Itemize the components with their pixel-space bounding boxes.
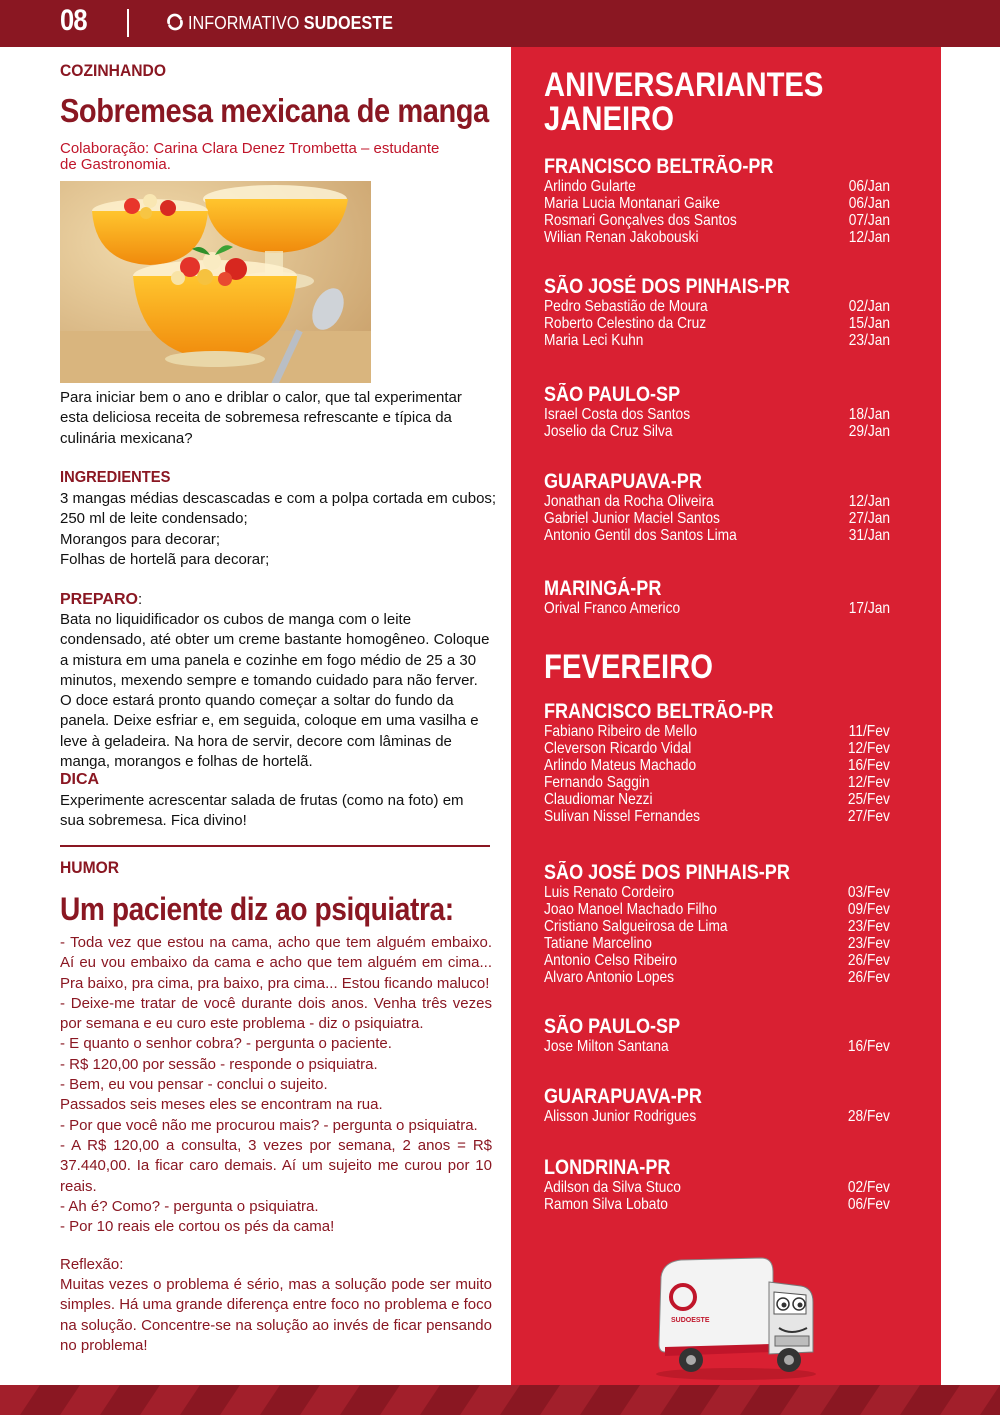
birthday-row — [544, 510, 890, 527]
truck-logo-text: SUDOESTE — [671, 1317, 710, 1324]
month-january: JANEIRO — [544, 100, 674, 138]
birth-date: 26/Fev — [847, 969, 890, 986]
month-february: FEVEREIRO — [544, 648, 713, 686]
birthdays-title: ANIVERSARIANTES — [544, 66, 824, 104]
humor-kicker: HUMOR — [60, 858, 120, 877]
recipe-kicker: COZINHANDO — [60, 61, 167, 80]
birth-date: 11/Fev — [848, 723, 890, 740]
city-heading: GUARAPUAVA-PR — [544, 470, 702, 493]
person-name: Fabiano Ribeiro de Mello — [544, 723, 697, 740]
person-name: Pedro Sebastião de Moura — [544, 298, 708, 315]
birthday-row — [544, 740, 890, 757]
birthday-row — [544, 1179, 890, 1196]
birthday-row — [544, 757, 890, 774]
birth-date: 07/Jan — [848, 212, 890, 229]
section-divider — [60, 845, 490, 847]
joke-line: - R$ 120,00 por sessão - responde o psiquiatra. — [60, 1055, 378, 1073]
birthday-row — [544, 952, 890, 969]
recipe-title: Sobremesa mexicana de manga — [60, 92, 489, 129]
city-heading: FRANCISCO BELTRÃO-PR — [544, 700, 774, 723]
city-heading: SÃO PAULO-SP — [544, 383, 681, 406]
person-name: Rosmari Gonçalves dos Santos — [544, 212, 737, 229]
birth-date: 03/Fev — [847, 884, 890, 901]
person-name: Arlindo Gularte — [544, 178, 636, 195]
person-name: Fernando Saggin — [544, 774, 650, 791]
birthday-row — [544, 315, 890, 332]
city-heading: LONDRINA-PR — [544, 1156, 671, 1179]
birth-date: 18/Jan — [848, 406, 890, 423]
person-name: Adilson da Silva Stuco — [544, 1179, 681, 1196]
person-name: Claudiomar Nezzi — [544, 791, 653, 808]
brand-prefix: INFORMATIVO — [188, 13, 304, 33]
header-bar — [0, 0, 1000, 47]
recipe-intro: Para iniciar bem o ano e driblar o calor, que tal experimentar esta deliciosa receita de sobremesa refrescante e típica da culinária mexicana? — [60, 389, 462, 447]
birth-date: 12/Jan — [848, 493, 890, 510]
birthday-row — [544, 901, 890, 918]
ingredients-list — [60, 489, 500, 570]
joke-line: Passados seis meses eles se encontram na rua. — [60, 1096, 383, 1114]
birthday-row — [544, 195, 890, 212]
tip-text: Experimente acrescentar salada de frutas (como na foto) em sua sobremesa. Fica divino! — [60, 792, 464, 830]
person-name: Wilian Renan Jakobouski — [544, 229, 699, 246]
person-name: Ramon Silva Lobato — [544, 1196, 668, 1213]
birth-date: 27/Fev — [847, 808, 890, 825]
joke-line: - Ah é? Como? - pergunta o psiquiatra. — [60, 1197, 319, 1215]
birthdays-panel — [511, 47, 941, 1385]
joke-line: - Por que você não me procurou mais? - pergunta o psiquiatra. — [60, 1116, 478, 1134]
dessert-photo — [60, 181, 371, 383]
tip-heading: DICA — [60, 771, 100, 788]
prep-colon: : — [137, 591, 143, 608]
footer-bar — [0, 1385, 1000, 1415]
birthday-row — [544, 178, 890, 195]
city-heading: SÃO JOSÉ DOS PINHAIS-PR — [544, 861, 790, 884]
birth-date: 06/Fev — [847, 1196, 890, 1213]
ingredient-item: 3 mangas médias descascadas e com a polpa cortada em cubos; — [60, 490, 497, 507]
joke-line: - Deixe-me tratar de você durante dois anos. Venha três vezes por semana e eu curo este problema - diz o psiquiatra. — [60, 994, 492, 1033]
joke-line: - Toda vez que estou na cama, acho que tem alguém embaixo. Aí eu vou embaixo da cama e acho que tem alguém em cima... Pra baixo, pra cima, pra baixo, pra cima... Estou ficando maluco! — [60, 934, 492, 992]
birth-date: 29/Jan — [848, 423, 890, 440]
person-name: Sulivan Nissel Fernandes — [544, 808, 701, 825]
person-name: Luis Renato Cordeiro — [544, 884, 675, 901]
person-name: Jonathan da Rocha Oliveira — [544, 493, 714, 510]
birthday-row — [544, 406, 890, 423]
person-name: Alvaro Antonio Lopes — [544, 969, 675, 986]
person-name: Roberto Celestino da Cruz — [544, 315, 707, 332]
person-name: Israel Costa dos Santos — [544, 406, 691, 423]
birth-date: 16/Fev — [847, 757, 890, 774]
birth-date: 06/Jan — [848, 178, 890, 195]
birthday-row — [544, 884, 890, 901]
city-heading: SÃO PAULO-SP — [544, 1015, 681, 1038]
person-name: Maria Lucia Montanari Gaike — [544, 195, 720, 212]
person-name: Arlindo Mateus Machado — [544, 757, 697, 774]
birth-date: 23/Jan — [848, 332, 890, 349]
reflection-heading: Reflexão: — [60, 1256, 124, 1273]
person-name: Antonio Celso Ribeiro — [544, 952, 678, 969]
humor-title: Um paciente diz ao psiquiatra: — [60, 891, 454, 927]
ingredient-item: Folhas de hortelã para decorar; — [60, 550, 270, 568]
joke-line: - Por 10 reais ele cortou os pés da cama! — [60, 1218, 335, 1236]
birthday-row — [544, 423, 890, 440]
birthday-row — [544, 969, 890, 986]
birth-date: 12/Fev — [847, 740, 890, 757]
birth-date: 09/Fev — [847, 901, 890, 918]
birthday-row — [544, 1038, 890, 1055]
birth-date: 16/Fev — [847, 1038, 890, 1055]
reflection-text: Muitas vezes o problema é sério, mas a solução pode ser muito simples. Há uma grande diferença entre foco no problema e foco na solução. Concentre-se na solução ao invés de ficar pensando no problema! — [60, 1276, 492, 1354]
birthday-row — [544, 298, 890, 315]
birthday-row — [544, 808, 890, 825]
truck-illustration — [651, 1252, 821, 1382]
birth-date: 12/Jan — [848, 229, 890, 246]
person-name: Orival Franco Americo — [544, 600, 681, 617]
birth-date: 23/Fev — [847, 935, 890, 952]
birth-date: 06/Jan — [848, 195, 890, 212]
birthday-row — [544, 1108, 890, 1125]
birth-date: 17/Jan — [848, 600, 890, 617]
person-name: Jose Milton Santana — [544, 1038, 669, 1055]
person-name: Gabriel Junior Maciel Santos — [544, 510, 720, 527]
birth-date: 12/Fev — [847, 774, 890, 791]
birthday-row — [544, 493, 890, 510]
birth-date: 28/Fev — [847, 1108, 890, 1125]
person-name: Cristiano Salgueirosa de Lima — [544, 918, 728, 935]
birth-date: 15/Jan — [848, 315, 890, 332]
ingredient-item: Morangos para decorar; — [60, 530, 221, 548]
city-heading: SÃO JOSÉ DOS PINHAIS-PR — [544, 275, 790, 298]
birthday-row — [544, 212, 890, 229]
birth-date: 25/Fev — [847, 791, 890, 808]
page-number: 08 — [60, 4, 87, 37]
birthday-row — [544, 600, 890, 617]
birthday-row — [544, 229, 890, 246]
joke-line: - E quanto o senhor cobra? - pergunta o paciente. — [60, 1035, 392, 1053]
sudoeste-logo-icon — [166, 13, 184, 31]
person-name: Joselio da Cruz Silva — [544, 423, 673, 440]
prep-text: Bata no liquidificador os cubos de manga com o leite condensado, até obter um creme bastante homogêneo. Coloque a mistura em uma panela e cozinhe em fogo médio de 25 a 30 minutos, mexendo sempre e tomando cuidado para não ferver. O doce estará pronto quando começar a soltar do fundo da panela. Deixe esfriar e, em seguida, coloque em uma vasilha e leve à geladeira. Na hora de servir, decore com lâminas de manga, morangos e folhas de hortelã. — [60, 611, 490, 771]
birthday-row — [544, 723, 890, 740]
ingredient-item: 250 ml de leite condensado; — [60, 510, 248, 528]
birthday-row — [544, 332, 890, 349]
humor-text — [60, 933, 492, 1237]
birth-date: 02/Fev — [847, 1179, 890, 1196]
person-name: Maria Leci Kuhn — [544, 332, 644, 349]
birth-date: 23/Fev — [847, 918, 890, 935]
birthday-row — [544, 527, 890, 544]
birthday-row — [544, 774, 890, 791]
header-divider — [127, 9, 129, 37]
city-heading: MARINGÁ-PR — [544, 577, 662, 600]
joke-line: - Bem, eu vou pensar - conclui o sujeito. — [60, 1076, 328, 1094]
brand-name: SUDOESTE — [303, 13, 393, 33]
prep-heading-line — [60, 590, 142, 610]
birth-date: 02/Jan — [848, 298, 890, 315]
birthday-row — [544, 918, 890, 935]
city-heading: GUARAPUAVA-PR — [544, 1085, 702, 1108]
city-heading: FRANCISCO BELTRÃO-PR — [544, 155, 774, 178]
brand-title — [188, 13, 393, 34]
person-name: Antonio Gentil dos Santos Lima — [544, 527, 737, 544]
ingredients-heading: INGREDIENTES — [60, 469, 171, 486]
birth-date: 26/Fev — [847, 952, 890, 969]
person-name: Tatiane Marcelino — [544, 935, 652, 952]
birthday-row — [544, 791, 890, 808]
birthday-row — [544, 1196, 890, 1213]
person-name: Cleverson Ricardo Vidal — [544, 740, 692, 757]
person-name: Joao Manoel Machado Filho — [544, 901, 717, 918]
birth-date: 31/Jan — [848, 527, 890, 544]
birthday-row — [544, 935, 890, 952]
person-name: Alisson Junior Rodrigues — [544, 1108, 697, 1125]
prep-heading: PREPARO — [60, 591, 138, 608]
joke-line: - A R$ 120,00 a consulta, 3 vezes por semana, 2 anos = R$ 37.440,00. Ia ficar caro demais. Aí um sujeito me curou por 10 reais. — [60, 1136, 492, 1195]
birth-date: 27/Jan — [848, 510, 890, 527]
recipe-credit: Colaboração: Carina Clara Denez Trombetta – estudante de Gastronomia. — [60, 140, 440, 173]
